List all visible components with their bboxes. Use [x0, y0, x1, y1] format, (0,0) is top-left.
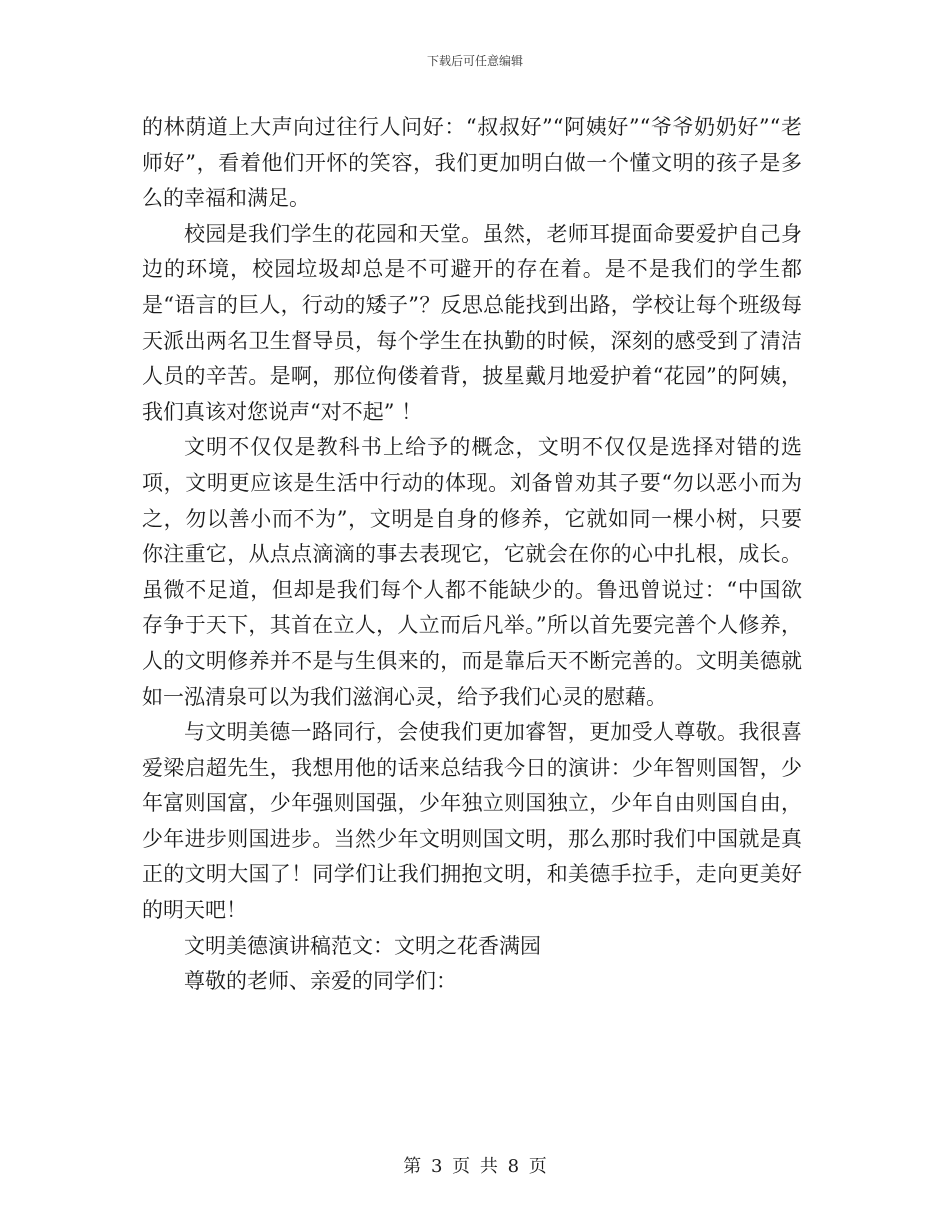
page-header: 下载后可任意编辑 — [426, 54, 523, 68]
page-number: 第 3 页 共 8 页 — [403, 1156, 547, 1177]
document-body — [142, 110, 802, 1000]
paragraph-conclusion: 与文明美德一路同行，会使我们更加睿智，更加受人尊敬。我很喜爱梁启超先生，我想用他的话来总结我今日的演讲：少年智则国智，少年富则国富，少年强则国强，少年独立则国独立，少年自由则国自由，少年进步则国进步。当然少年文明则国文明，那么那时我们中国就是真正的文明大国了！同学们让我们拥抱文明，和美德手拉手，走向更美好的明天吧！ — [142, 720, 802, 923]
paragraph-campus: 校园是我们学生的花园和天堂。虽然，老师耳提面命要爱护自己身边的环境，校园垃圾却总是不可避开的存在着。是不是我们的学生都是“语言的巨人，行动的矮子”？反思总能找到出路，学校让每个班级每天派出两名卫生督导员，每个学生在执勤的时候，深刻的感受到了清洁人员的辛苦。是啊，那位佝偻着背，披星戴月地爱护着“花园”的阿姨，我们真该对您说声“对不起” ！ — [142, 221, 802, 424]
paragraph-continuation: 的林荫道上大声向过往行人问好：“叔叔好”“阿姨好”“爷爷奶奶好”“老师好”，看着他们开怀的笑容，我们更加明白做一个懂文明的孩子是多么的幸福和满足。 — [142, 115, 802, 211]
paragraph-civilization: 文明不仅仅是教科书上给予的概念，文明不仅仅是选择对错的选项，文明更应该是生活中行动的体现。刘备曾劝其子要“勿以恶小而为之，勿以善小而不为”，文明是自身的修养，它就如同一棵小树，只要你注重它，从点点滴滴的事去表现它，它就会在你的心中扎根，成长。虽微不足道，但却是我们每个人都不能缺少的。鲁迅曾说过：“中国欲存争于天下，其首在立人，人立而后凡举。”所以首先要完善个人修养，人的文明修养并不是与生俱来的，而是靠后天不断完善的。文明美德就如一泓清泉可以为我们滋润心灵，给予我们心灵的慰藉。 — [142, 435, 802, 709]
salutation: 尊敬的老师、亲爱的同学们： — [184, 969, 457, 994]
section-title: 文明美德演讲稿范文：文明之花香满园 — [184, 933, 541, 958]
